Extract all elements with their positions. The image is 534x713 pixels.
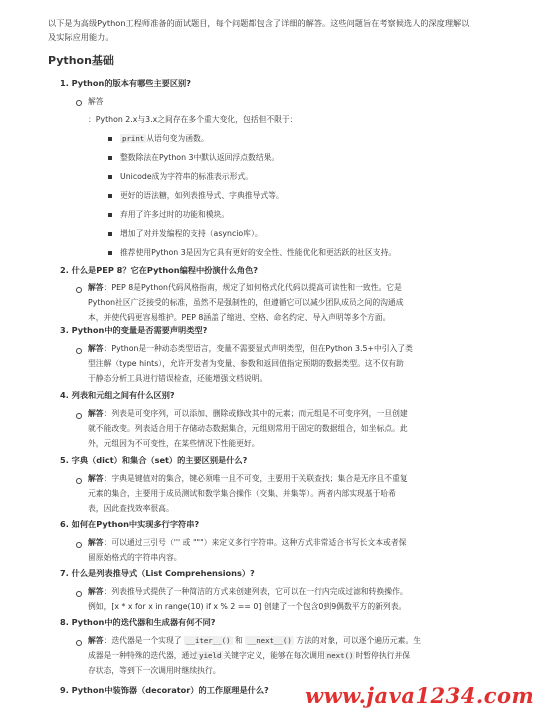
inline-code: print: [122, 134, 145, 143]
answer-text: 方法的对象，可以逐个遍历元素。生: [293, 636, 422, 645]
inline-code: __iter__(): [186, 636, 231, 645]
answer-label: 解答: [88, 474, 104, 483]
inline-code: next(): [326, 651, 354, 660]
question-2-title: 2. 什么是PEP 8？它在Python编程中扮演什么角色?: [60, 265, 259, 275]
answer-text: 和: [232, 636, 246, 645]
question-1-title: 1. Python的版本有哪些主要区别?: [60, 78, 191, 88]
answer-7: [88, 584, 468, 614]
list-item: 整数除法在Python 3中默认返回浮点数结果。: [120, 153, 280, 162]
list-item: Unicode成为字符串的标准表示形式。: [120, 172, 253, 181]
answer-text: ：字典是键值对的集合，键必须唯一且不可变，主要用于关联查找；集合是无序且不重复: [103, 474, 408, 483]
answer-label: 解答: [88, 587, 104, 596]
answer-5: [88, 471, 468, 516]
answer-label: 解答: [88, 636, 104, 645]
square-bullet-icon: [108, 251, 112, 255]
square-bullet-icon: [108, 213, 112, 217]
square-bullet-icon: [108, 156, 112, 160]
question-8-title: 8. Python中的迭代器和生成器有何不同?: [60, 617, 216, 627]
answer-text: ：Python是一种动态类型语言，变量不需要显式声明类型，但在Python 3.5+中引入了类: [103, 344, 413, 353]
answer-8: [88, 633, 468, 678]
answer-text: ：列表推导式提供了一种简洁的方式来创建列表，它可以在一行内完成过滤和转换操作。: [103, 587, 408, 596]
inline-code: yield: [199, 651, 222, 660]
answer-label: 解答: [88, 283, 104, 292]
square-bullet-icon: [108, 232, 112, 236]
answer-line: 外，元组因为不可变性，在某些情况下性能更好。: [88, 439, 260, 448]
answer-line: 表，因此查找效率很高。: [88, 504, 174, 513]
circle-bullet-icon: [76, 287, 82, 293]
answer-line: 于静态分析工具进行错误检查，还能增强文档说明。: [88, 374, 268, 383]
circle-bullet-icon: [76, 640, 82, 646]
answer-line: Python社区广泛接受的标准，虽然不是强制性的，但遵循它可以减少团队成员之间的沟通成: [88, 298, 404, 307]
answer-6: [88, 535, 468, 565]
answer-label: 解答: [88, 409, 104, 418]
answer-line: 就不能改变。列表适合用于存储动态数据集合，元组则常用于固定的数据组合，如坐标点。此: [88, 424, 408, 433]
answer-line: 例如，[x * x for x in range(10) if x % 2 == 0] 创建了一个包含0到9偶数平方的新列表。: [88, 602, 407, 611]
square-bullet-icon: [108, 137, 112, 141]
question-9-title: 9. Python中装饰器（decorator）的工作原理是什么?: [60, 685, 269, 695]
list-item: 弃用了许多过时的功能和模块。: [120, 210, 230, 219]
answer-line: [88, 341, 468, 356]
answer-line: [88, 648, 468, 663]
answer-line: [88, 471, 468, 486]
answer-4: [88, 406, 468, 451]
circle-bullet-icon: [76, 348, 82, 354]
circle-bullet-icon: [76, 542, 82, 548]
answer-line: [88, 280, 468, 295]
answer-text: 关键字定义，能够在每次调用: [223, 651, 325, 660]
square-bullet-icon: [108, 175, 112, 179]
answer-line: 本，并使代码更容易维护。PEP 8涵盖了缩进、空格、命名约定、导入声明等多个方面。: [88, 313, 391, 322]
answer-label: 解答: [88, 344, 104, 353]
list-item: 增加了对并发编程的支持（asyncio库）。: [120, 229, 263, 238]
answer-line: 元素的集合，主要用于成员测试和数学集合操作（交集、并集等）。两者内部实现基于哈希: [88, 489, 396, 498]
question-3-title: 3. Python中的变量是否需要声明类型?: [60, 325, 208, 335]
watermark: www.java1234.com: [305, 683, 534, 708]
list-item-text: 从语句变为函数。: [146, 134, 209, 143]
answer-text: ：PEP 8是Python代码风格指南，规定了如何格式化代码以提高可读性和一致性。它是: [103, 283, 402, 292]
inline-code: __next__(): [247, 636, 292, 645]
question-7-title: 7. 什么是列表推导式（List Comprehensions）?: [60, 568, 255, 578]
answer-line: [88, 535, 468, 550]
answer-line: 留原始格式的字符串内容。: [88, 553, 182, 562]
list-item: 更好的语法糖，如列表推导式、字典推导式等。: [120, 191, 284, 200]
answer-line: 型注解（type hints），允许开发者为变量、参数和返回值指定预期的数据类型。这不仅有助: [88, 359, 404, 368]
answer-line: [88, 584, 468, 599]
answer-line: [88, 406, 468, 421]
answer-line: 存状态，等到下一次调用时继续执行。: [88, 666, 221, 675]
answer-2: [88, 280, 468, 325]
answer-text: 成器是一种特殊的迭代器，通过: [88, 651, 198, 660]
question-5-title: 5. 字典（dict）和集合（set）的主要区别是什么?: [60, 455, 248, 465]
square-bullet-icon: [108, 194, 112, 198]
circle-bullet-icon: [76, 478, 82, 484]
answer-text: ：可以通过三引号（''' 或 """）来定义多行字符串。这种方式非常适合书写长文本或者保: [103, 538, 407, 547]
question-4-title: 4. 列表和元组之间有什么区别?: [60, 390, 175, 400]
answer-text: ：迭代器是一个实现了: [103, 636, 185, 645]
answer-lead: ：Python 2.x与3.x之间存在多个重大变化，包括但不限于：: [88, 115, 298, 124]
circle-bullet-icon: [76, 591, 82, 597]
answer-text: 时暂停执行并保: [355, 651, 411, 660]
list-item: 推荐使用Python 3是因为它具有更好的安全性、性能优化和更活跃的社区支持。: [120, 248, 397, 257]
answer-label: 解答: [88, 538, 104, 547]
answer-3: [88, 341, 468, 386]
answer-line: [88, 633, 468, 648]
answer-label: 解答: [88, 97, 104, 106]
answer-text: ：列表是可变序列，可以添加、删除或修改其中的元素；而元组是不可变序列，一旦创建: [103, 409, 408, 418]
section-title: Python基础: [48, 54, 114, 67]
question-6-title: 6. 如何在Python中实现多行字符串?: [60, 519, 200, 529]
circle-bullet-icon: [76, 413, 82, 419]
intro-paragraph: 以下是为高级Python工程师准备的面试题目，每个问题都包含了详细的解答。这些问题旨在考察候选人的深度理解以及实际应用能力。: [48, 18, 470, 42]
circle-bullet-icon: [76, 100, 82, 106]
list-item: [120, 133, 209, 144]
